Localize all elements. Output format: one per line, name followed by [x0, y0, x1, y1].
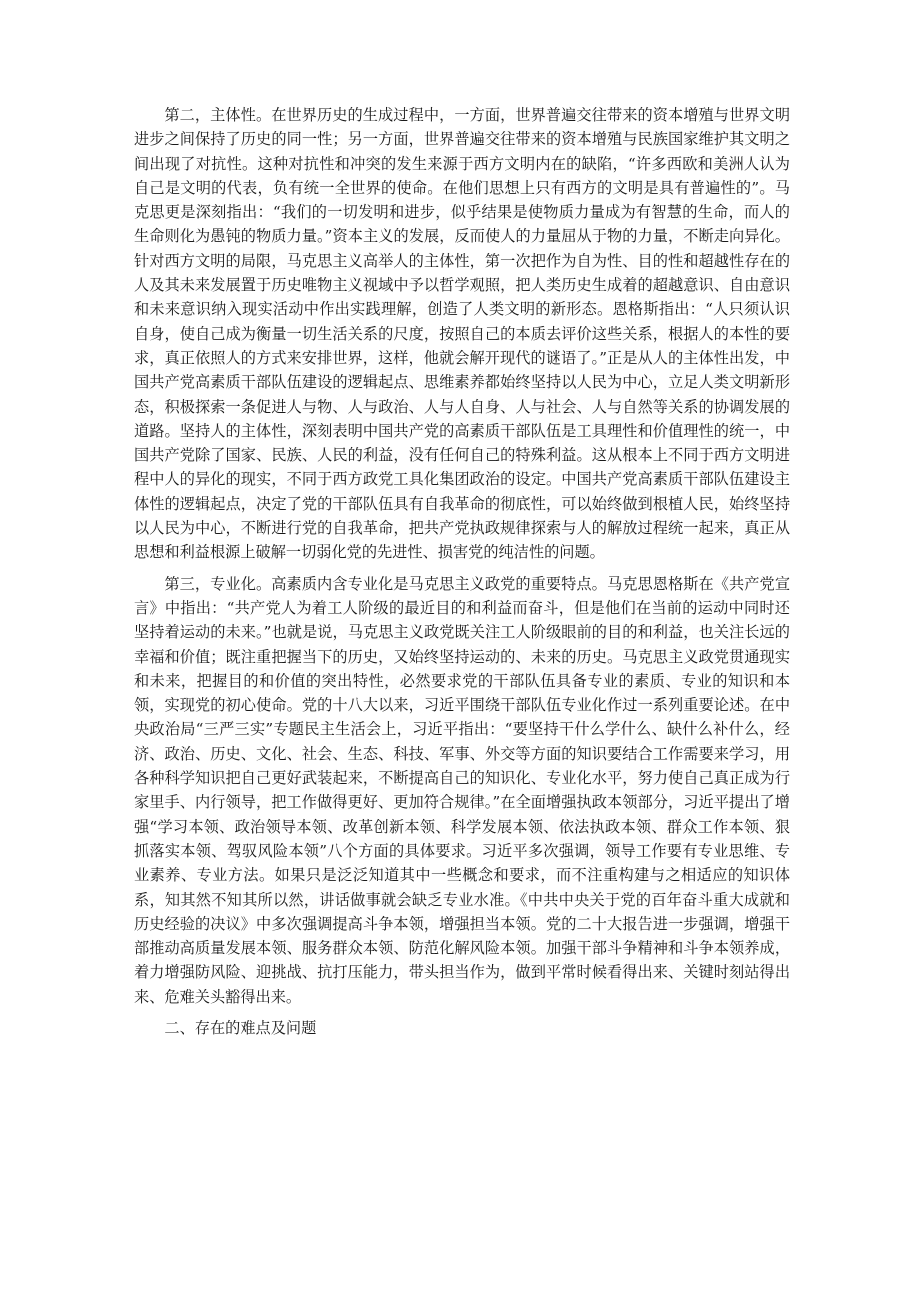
paragraph-specialization: 第三，专业化。高素质内含专业化是马克思主义政党的重要特点。马克思恩格斯在《共产党宣言》中指出：“共产党人为着工人阶级的最近目的和利益而奋斗，但是他们在当前的运动中同时还坚持着运动的未来。”也就是说，马克思主义政党既关注工人阶级眼前的目的和利益，也关注长远的幸福和价值；既注重把握当下的历史，又始终坚持运动的、未来的历史。马克思主义政党贯通现实和未来，把握目的和价值的突出特性，必然要求党的干部队伍具备专业的素质、专业的知识和本领，实现党的初心使命。党的十八大以来，习近平围绕干部队伍专业化作过一系列重要论述。在中央政治局“三严三实”专题民主生活会上，习近平指出：“要坚持干什么学什么、缺什么补什么，经济、政治、历史、文化、社会、生态、科技、军事、外交等方面的知识要结合工作需要来学习，用各种科学知识把自己更好武装起来，不断提高自己的知识化、专业化水平，努力使自己真正成为行家里手、内行领导，把工作做得更好、更加符合规律。”在全面增强执政本领部分，习近平提出了增强“学习本领、政治领导本领、改革创新本领、科学发展本领、依法执政本领、群众工作本领、狠抓落实本领、驾驭风险本领”八个方面的具体要求。习近平多次强调，领导工作要有专业思维、专业素养、专业方法。如果只是泛泛知道其中一些概念和要求，而不注重构建与之相适应的知识体系，知其然不知其所以然，讲话做事就会缺乏专业水准。《中共中央关于党的百年奋斗重大成就和历史经验的决议》中多次强调提高斗争本领，增强担当本领。党的二十大报告进一步强调，增强干部推动高质量发展本领、服务群众本领、防范化解风险本领。加强干部斗争精神和斗争本领养成，着力增强防风险、迎挑战、抗打压能力，带头担当作为，做到平常时候看得出来、关键时刻站得出来、危难关头豁得出来。 [134, 574, 790, 1006]
section-heading: 二、存在的难点及问题 [164, 1018, 317, 1037]
document-page [134, 103, 790, 1040]
paragraph-subjectivity: 第二，主体性。在世界历史的生成过程中，一方面，世界普遍交往带来的资本增殖与世界文明进步之间保持了历史的同一性；另一方面，世界普遍交往带来的资本增殖与民族国家维护其文明之间出现了对抗性。这种对抗性和冲突的发生来源于西方文明内在的缺陷，“许多西欧和美洲人认为自己是文明的代表，负有统一全世界的使命。在他们思想上只有西方的文明是具有普遍性的”。马克思更是深刻指出：“我们的一切发明和进步，似乎结果是使物质力量成为有智慧的生命，而人的生命则化为愚钝的物质力量。”资本主义的发展，反而使人的力量屈从于物的力量，不断走向异化。针对西方文明的局限，马克思主义高举人的主体性，第一次把作为自为性、目的性和超越性存在的人及其未来发展置于历史唯物主义视域中予以哲学观照，把人类历史生成着的超越意识、自由意识和未来意识纳入现实活动中作出实践理解，创造了人类文明的新形态。恩格斯指出：“人只须认识自身，使自己成为衡量一切生活关系的尺度，按照自己的本质去评价这些关系，根据人的本性的要求，真正依照人的方式来安排世界，这样，他就会解开现代的谜语了。”正是从人的主体性出发，中国共产党高素质干部队伍建设的逻辑起点、思维素养都始终坚持以人民为中心，立足人类文明新形态，积极探索一条促进人与物、人与政治、人与人自身、人与社会、人与自然等关系的协调发展的道路。坚持人的主体性，深刻表明中国共产党的高素质干部队伍是工具理性和价值理性的统一，中国共产党除了国家、民族、人民的利益，没有任何自己的特殊利益。这从根本上不同于西方文明进程中人的异化的现实，不同于西方政党工具化集团政治的设定。中国共产党高素质干部队伍建设主体性的逻辑起点，决定了党的干部队伍具有自我革命的彻底性，可以始终做到根植人民，始终坚持以人民为中心，不断进行党的自我革命，把共产党执政规律探索与人的解放过程统一起来，真正从思想和利益根源上破解一切弱化党的先进性、损害党的纯洁性的问题。 [134, 106, 790, 562]
